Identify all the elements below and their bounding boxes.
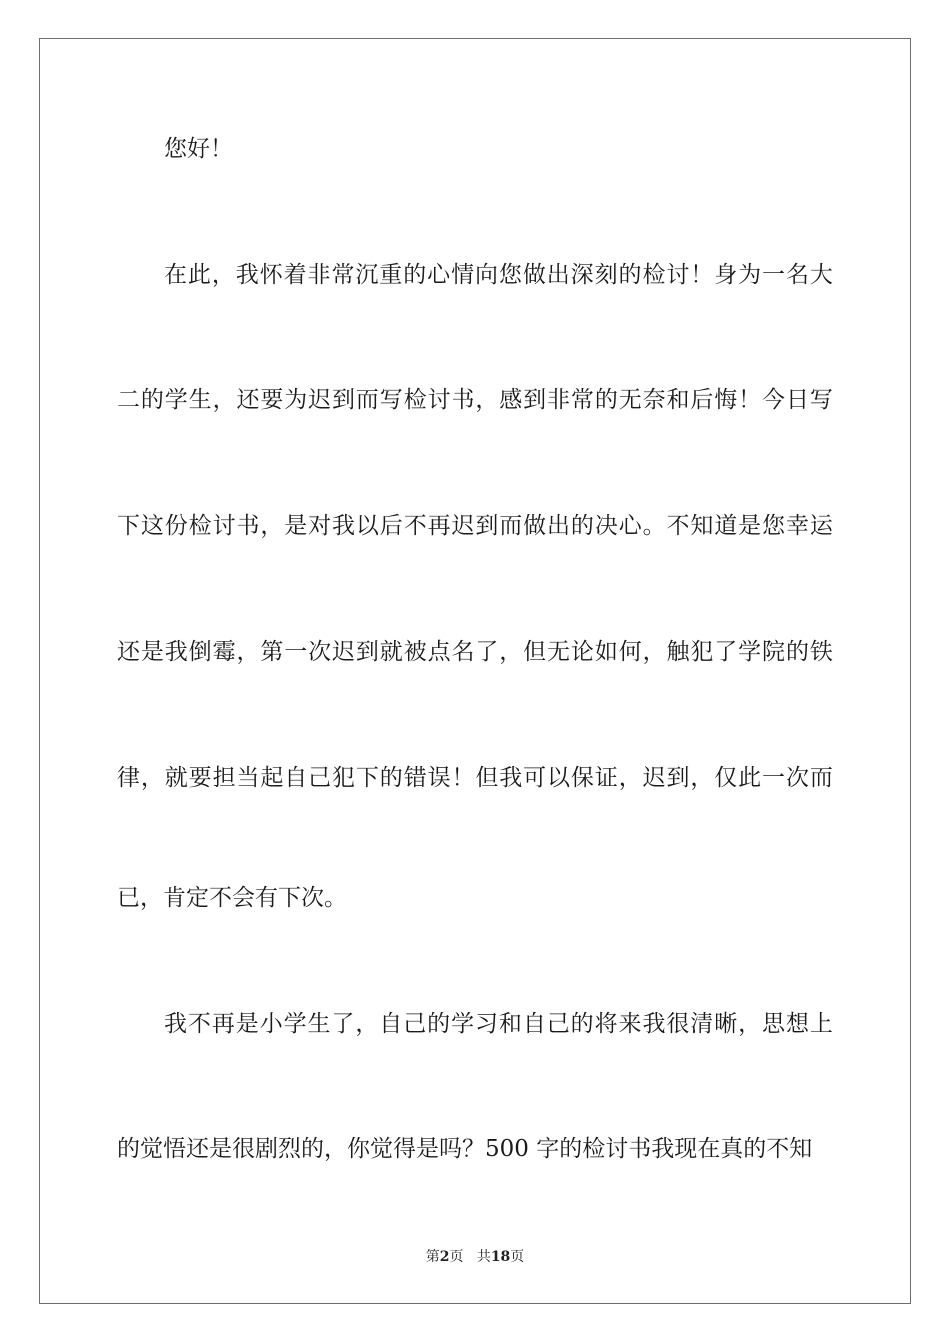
line-glyph: 决 — [594, 513, 618, 539]
page-prefix: 第 — [425, 1249, 440, 1265]
line-glyph: 当 — [236, 765, 260, 791]
line-glyph: 清 — [690, 1011, 714, 1037]
line-glyph: 不 — [187, 1011, 211, 1037]
line-glyph: 无 — [547, 639, 571, 665]
line-glyph: 是 — [284, 513, 308, 539]
line-glyph: 向 — [474, 262, 498, 288]
line-glyph: 了 — [475, 639, 499, 665]
line-glyph: 怀 — [259, 262, 283, 288]
line-glyph: 到 — [475, 513, 499, 539]
line-glyph: 和 — [666, 387, 690, 413]
line-glyph: 而 — [499, 513, 523, 539]
line-glyph: 倒 — [188, 639, 212, 665]
total-prefix: 共 — [476, 1249, 491, 1265]
line-glyph: 错 — [403, 765, 427, 791]
line-glyph: 为 — [738, 262, 762, 288]
line-glyph: 重 — [379, 262, 403, 288]
line-glyph: 上 — [809, 1011, 833, 1037]
line-glyph: 名 — [785, 262, 809, 288]
line-glyph: 次 — [308, 639, 332, 665]
line-glyph: 小 — [259, 1011, 283, 1037]
line-glyph: 常 — [331, 262, 355, 288]
line-glyph: 己 — [546, 1011, 570, 1037]
line-glyph: 要 — [260, 387, 284, 413]
line-glyph: 我 — [642, 1011, 666, 1037]
line-glyph: 迟 — [642, 765, 666, 791]
paragraph-1-line-6: 已，肯定不会有下次。 — [117, 885, 347, 911]
line-glyph: 出 — [546, 262, 570, 288]
line-glyph: 我 — [332, 513, 356, 539]
line-glyph: 再 — [211, 1011, 235, 1037]
line-glyph: ， — [355, 1011, 379, 1037]
line-glyph: 身 — [714, 262, 738, 288]
line-glyph: 我 — [499, 765, 523, 791]
line-glyph: ！ — [451, 765, 475, 791]
line-glyph: 要 — [188, 765, 212, 791]
line-glyph: 而 — [355, 387, 379, 413]
line-glyph: 我 — [235, 262, 259, 288]
line-glyph: ！ — [738, 387, 762, 413]
line-glyph: 如 — [594, 639, 618, 665]
line-glyph: 到 — [332, 387, 356, 413]
line-glyph: 迟 — [332, 639, 356, 665]
line-glyph: 自 — [379, 1011, 403, 1037]
line-glyph: 是 — [140, 639, 164, 665]
line-glyph: 被 — [403, 639, 427, 665]
line-glyph: 二 — [117, 387, 140, 413]
line-glyph: 一 — [762, 765, 786, 791]
line-glyph: 写 — [809, 387, 833, 413]
line-glyph: 的 — [785, 639, 809, 665]
greeting-line: 您好！ — [164, 136, 233, 162]
line-glyph: 还 — [236, 387, 260, 413]
line-glyph: 常 — [570, 387, 594, 413]
line-glyph: 误 — [427, 765, 451, 791]
line-glyph: 起 — [260, 765, 284, 791]
line-glyph: 的 — [570, 1011, 594, 1037]
line-glyph: 很 — [666, 1011, 690, 1037]
paragraph-1-line-3 — [117, 511, 833, 541]
line-glyph: 次 — [785, 765, 809, 791]
line-glyph: 以 — [355, 513, 379, 539]
paragraph-2-line-2: 的觉悟还是很剧烈的，你觉得是吗？500 字的检讨书我现在真的不知 — [117, 1136, 813, 1162]
line-glyph: 悔 — [714, 387, 738, 413]
line-glyph: 再 — [427, 513, 451, 539]
line-glyph: 学 — [283, 1011, 307, 1037]
line-glyph: 奈 — [642, 387, 666, 413]
line-glyph: 是 — [738, 513, 762, 539]
line-glyph: 晰 — [714, 1011, 738, 1037]
line-glyph: 到 — [523, 387, 547, 413]
line-glyph: 出 — [547, 513, 571, 539]
line-glyph: 不 — [666, 513, 690, 539]
line-glyph: 铁 — [809, 639, 833, 665]
line-glyph: 迟 — [308, 387, 332, 413]
line-glyph: 己 — [403, 1011, 427, 1037]
line-glyph: 我 — [164, 639, 188, 665]
line-glyph: 的 — [379, 765, 403, 791]
line-glyph: 感 — [499, 387, 523, 413]
total-unit: 页 — [510, 1249, 525, 1265]
line-glyph: 下 — [117, 513, 140, 539]
line-glyph: 非 — [547, 387, 571, 413]
line-glyph: 是 — [235, 1011, 259, 1037]
paragraph-1-line-1 — [164, 260, 833, 290]
line-glyph: 来 — [618, 1011, 642, 1037]
line-glyph: 犯 — [690, 639, 714, 665]
line-glyph: 一 — [284, 639, 308, 665]
line-glyph: 不 — [403, 513, 427, 539]
line-glyph: 的 — [403, 262, 427, 288]
line-glyph: ， — [499, 639, 523, 665]
line-glyph: 何 — [618, 639, 642, 665]
line-glyph: 院 — [762, 639, 786, 665]
line-glyph: 讨 — [666, 262, 690, 288]
line-glyph: 日 — [785, 387, 809, 413]
line-glyph: 学 — [164, 387, 188, 413]
line-glyph: 就 — [379, 639, 403, 665]
line-glyph: 后 — [379, 513, 403, 539]
line-glyph: 名 — [451, 639, 475, 665]
line-glyph: 但 — [523, 639, 547, 665]
line-glyph: 无 — [618, 387, 642, 413]
paragraph-2-line-1 — [164, 1009, 833, 1039]
line-glyph: 到 — [355, 639, 379, 665]
line-glyph: ， — [690, 765, 714, 791]
line-glyph: 此 — [738, 765, 762, 791]
paragraph-1-line-2 — [117, 385, 833, 415]
page-unit: 页 — [449, 1249, 464, 1265]
line-glyph: 的 — [618, 262, 642, 288]
line-glyph: 可 — [523, 765, 547, 791]
line-glyph: 但 — [475, 765, 499, 791]
line-glyph: 犯 — [332, 765, 356, 791]
line-glyph: 将 — [594, 1011, 618, 1037]
line-glyph: 的 — [594, 387, 618, 413]
line-glyph: 讨 — [427, 387, 451, 413]
line-glyph: 的 — [427, 1011, 451, 1037]
line-glyph: 证 — [594, 765, 618, 791]
line-glyph: 写 — [379, 387, 403, 413]
line-glyph: 今 — [762, 387, 786, 413]
line-glyph: 在 — [164, 262, 187, 288]
paragraph-1-line-4 — [117, 637, 833, 667]
line-glyph: 知 — [690, 513, 714, 539]
line-glyph: ， — [236, 639, 260, 665]
line-glyph: 您 — [498, 262, 522, 288]
page-total: 18 — [490, 1249, 511, 1265]
page-current: 2 — [439, 1249, 450, 1265]
line-glyph: 深 — [570, 262, 594, 288]
line-glyph: 份 — [164, 513, 188, 539]
line-glyph: ， — [642, 639, 666, 665]
line-glyph: 书 — [236, 513, 260, 539]
line-glyph: 运 — [809, 513, 833, 539]
line-glyph: 迟 — [451, 513, 475, 539]
line-glyph: 论 — [570, 639, 594, 665]
paragraph-1-line-5 — [117, 763, 833, 793]
line-glyph: ， — [260, 513, 284, 539]
line-glyph: 学 — [451, 1011, 475, 1037]
line-glyph: 自 — [522, 1011, 546, 1037]
line-glyph: 为 — [284, 387, 308, 413]
line-glyph: 对 — [308, 513, 332, 539]
line-glyph: 道 — [714, 513, 738, 539]
line-glyph: 第 — [260, 639, 284, 665]
line-glyph: 思 — [762, 1011, 786, 1037]
line-glyph: ！ — [690, 262, 714, 288]
line-glyph: 以 — [547, 765, 571, 791]
line-glyph: ， — [475, 387, 499, 413]
line-glyph: 。 — [642, 513, 666, 539]
line-glyph: ， — [738, 1011, 762, 1037]
line-glyph: 霉 — [212, 639, 236, 665]
line-glyph: 了 — [331, 1011, 355, 1037]
line-glyph: 的 — [570, 513, 594, 539]
line-glyph: 仅 — [714, 765, 738, 791]
line-glyph: ， — [140, 765, 164, 791]
line-glyph: 的 — [140, 387, 164, 413]
line-glyph: 情 — [451, 262, 475, 288]
line-glyph: 想 — [785, 1011, 809, 1037]
line-glyph: 担 — [212, 765, 236, 791]
line-glyph: 保 — [570, 765, 594, 791]
line-glyph: 心 — [427, 262, 451, 288]
page-footer — [0, 1248, 950, 1266]
line-glyph: 点 — [427, 639, 451, 665]
line-glyph: 律 — [117, 765, 140, 791]
line-glyph: 还 — [117, 639, 140, 665]
line-glyph: 习 — [474, 1011, 498, 1037]
line-glyph: 您 — [762, 513, 786, 539]
line-glyph: 做 — [523, 513, 547, 539]
line-glyph: 着 — [283, 262, 307, 288]
line-glyph: 后 — [690, 387, 714, 413]
line-glyph: ， — [618, 765, 642, 791]
line-glyph: 大 — [809, 262, 833, 288]
line-glyph: 下 — [355, 765, 379, 791]
line-glyph: 刻 — [594, 262, 618, 288]
line-glyph: 到 — [666, 765, 690, 791]
line-glyph: 触 — [666, 639, 690, 665]
line-glyph: 书 — [451, 387, 475, 413]
line-glyph: 非 — [307, 262, 331, 288]
line-glyph: 这 — [140, 513, 164, 539]
line-glyph: 讨 — [212, 513, 236, 539]
line-glyph: ， — [211, 262, 235, 288]
line-glyph: 检 — [642, 262, 666, 288]
line-glyph: 心 — [618, 513, 642, 539]
line-glyph: 一 — [762, 262, 786, 288]
line-glyph: 自 — [284, 765, 308, 791]
line-glyph: 幸 — [785, 513, 809, 539]
line-glyph: 学 — [738, 639, 762, 665]
line-glyph: 我 — [164, 1011, 187, 1037]
line-glyph: 和 — [498, 1011, 522, 1037]
line-glyph: 沉 — [355, 262, 379, 288]
line-glyph: 做 — [522, 262, 546, 288]
line-glyph: 生 — [307, 1011, 331, 1037]
line-glyph: 而 — [809, 765, 833, 791]
page-border — [39, 38, 911, 1304]
line-glyph: 己 — [308, 765, 332, 791]
line-glyph: 此 — [187, 262, 211, 288]
line-glyph: 检 — [188, 513, 212, 539]
line-glyph: 检 — [403, 387, 427, 413]
line-glyph: ， — [212, 387, 236, 413]
line-glyph: 了 — [714, 639, 738, 665]
line-glyph: 生 — [188, 387, 212, 413]
line-glyph: 就 — [164, 765, 188, 791]
